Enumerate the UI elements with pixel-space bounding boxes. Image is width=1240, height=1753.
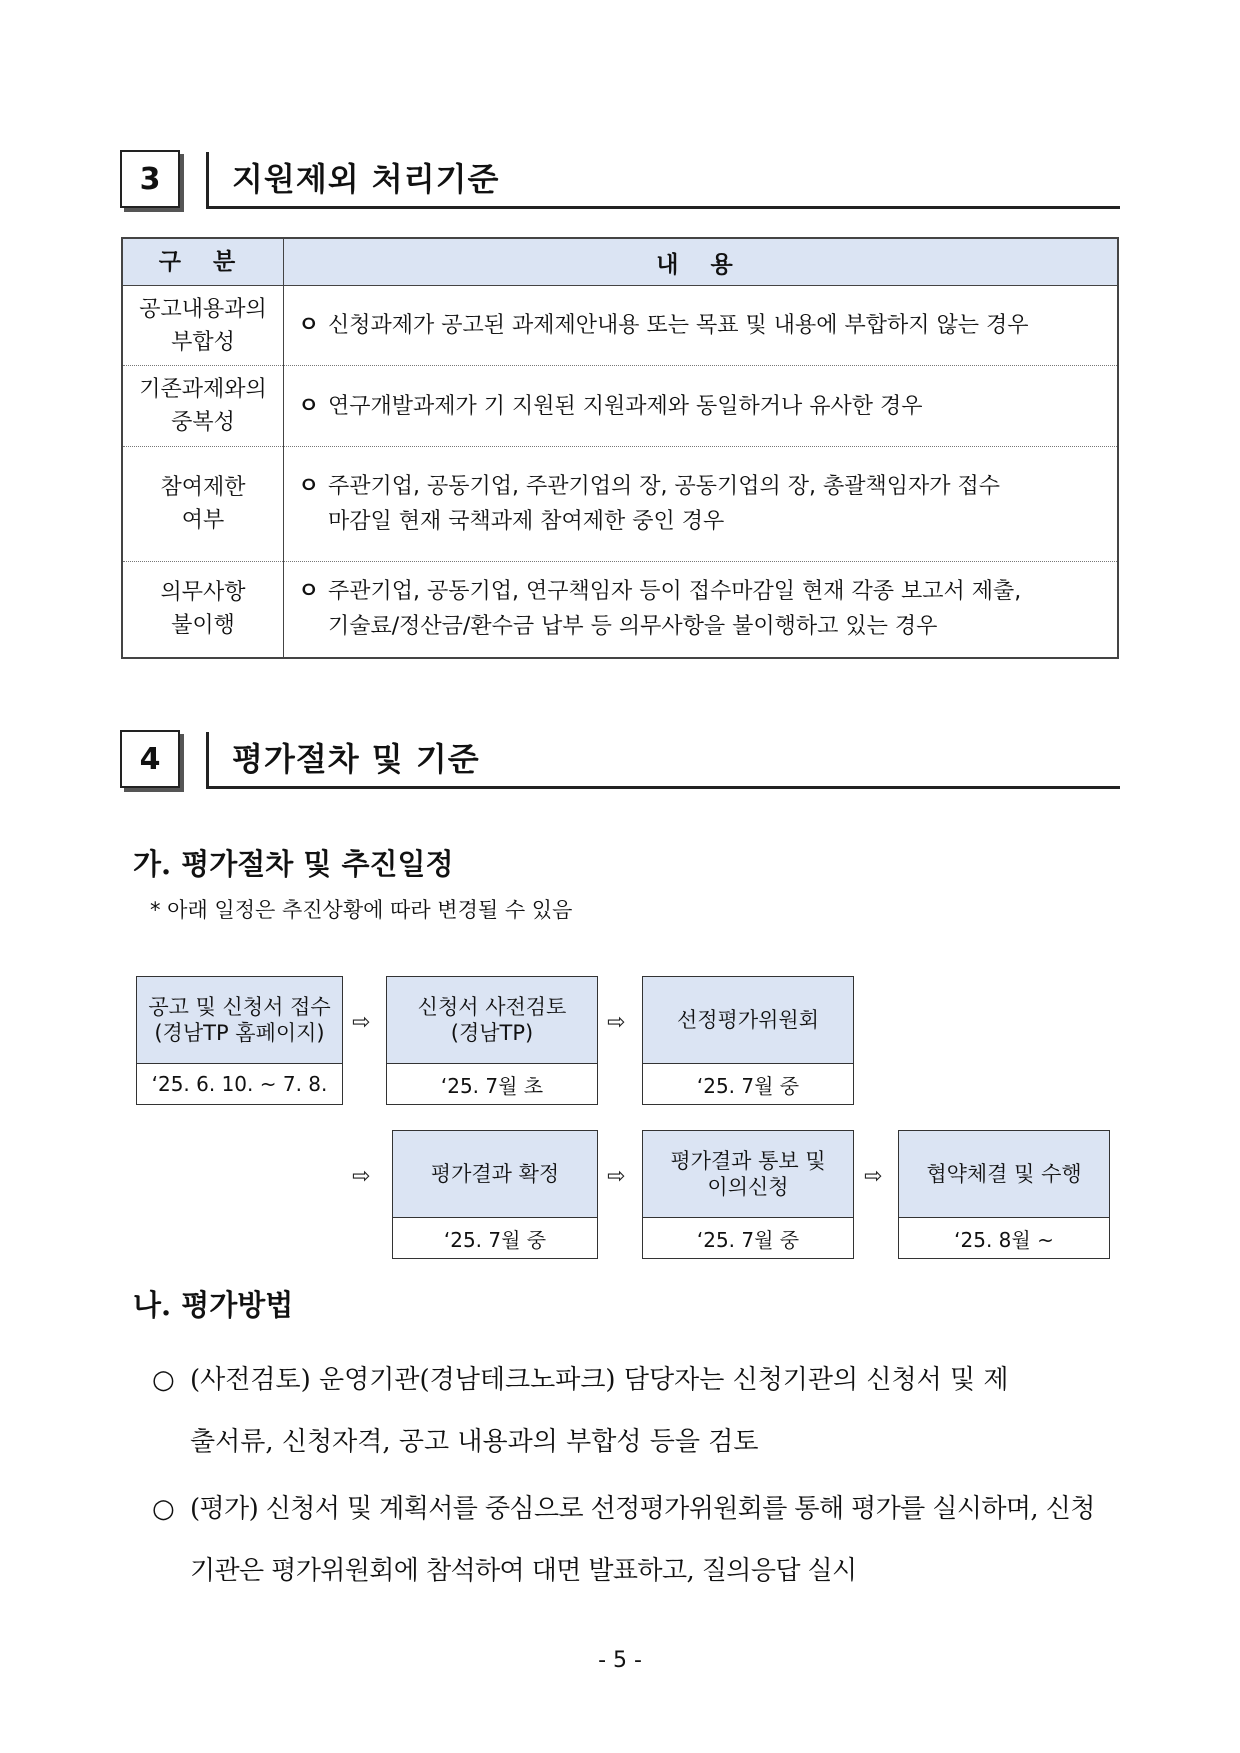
method-line: 기관은 평가위원회에 참석하여 대면 발표하고, 질의응답 실시: [190, 1556, 857, 1586]
section-divider: [206, 152, 209, 208]
method-item: [152, 1478, 1122, 1602]
flow-step-6: [898, 1130, 1110, 1259]
step-date: ‘25. 6. 10. ~ 7. 8.: [151, 1072, 328, 1096]
section-title: 지원제외 처리기준: [232, 160, 500, 198]
row-category: [122, 447, 284, 562]
header-content: 내 용: [284, 238, 1119, 286]
bullet-icon: ㅇ: [298, 579, 320, 605]
exclusion-criteria-table: [121, 237, 1119, 659]
category-line: 공고내용과의: [139, 296, 267, 322]
flow-arrow-icon: ⇨: [864, 1164, 883, 1189]
section-3-header: [120, 150, 1120, 210]
flow-step-5: [642, 1130, 854, 1259]
category-line: 부합성: [171, 329, 235, 355]
flow-arrow-icon: ⇨: [352, 1164, 371, 1189]
step-title: 평가결과 통보 및: [670, 1149, 826, 1173]
bullet-icon: ㅇ: [298, 474, 320, 499]
bullet-icon: ㅇ: [298, 313, 320, 338]
row-content: [284, 286, 1119, 366]
row-category: [122, 286, 284, 366]
content-text: [328, 469, 1103, 539]
method-line: 출서류, 신청자격, 공고 내용과의 부합성 등을 검토: [190, 1427, 759, 1457]
schedule-note: * 아래 일정은 추진상황에 따라 변경될 수 있음: [150, 898, 573, 922]
category-line: 불이행: [171, 613, 235, 639]
step-date: ‘25. 7월 초: [440, 1073, 544, 1098]
page-number: - 5 -: [598, 1648, 642, 1673]
section-number: 3: [120, 150, 180, 208]
row-content: [284, 447, 1119, 562]
bullet-icon: ○: [152, 1365, 175, 1395]
content-line: 주관기업, 공동기업, 연구책임자 등이 접수마감일 현재 각종 보고서 제출,: [328, 579, 1022, 605]
step-subtitle: 이의신청: [707, 1175, 789, 1199]
method-line: (사전검토) 운영기관(경남테크노파크) 담당자는 신청기관의 신청서 및 제: [190, 1365, 1009, 1395]
table-row: [122, 447, 1118, 562]
step-title: 평가결과 확정: [430, 1162, 560, 1186]
step-title: 공고 및 신청서 접수: [148, 995, 331, 1019]
step-title: 협약체결 및 수행: [926, 1162, 1082, 1186]
table-row: [122, 562, 1118, 658]
row-category: [122, 366, 284, 447]
flow-arrow-icon: ⇨: [607, 1164, 626, 1189]
header-category: 구 분: [122, 238, 284, 286]
flow-step-4: [392, 1130, 598, 1259]
flow-step-2: [386, 976, 598, 1105]
step-subtitle: (경남TP): [450, 1021, 534, 1045]
row-content: [284, 562, 1119, 658]
flow-arrow-icon: ⇨: [352, 1010, 371, 1035]
method-line: (평가) 신청서 및 계획서를 중심으로 선정평가위원회를 통해 평가를 실시하며, 신청: [190, 1494, 1095, 1524]
subsection-b-title: 나. 평가방법: [133, 1288, 294, 1322]
subsection-a-title: 가. 평가절차 및 추진일정: [133, 847, 454, 881]
section-number: 4: [120, 730, 180, 788]
flow-step-1: [136, 976, 343, 1105]
category-line: 여부: [181, 508, 225, 533]
table-header-row: [122, 238, 1118, 286]
step-title: 신청서 사전검토: [417, 995, 567, 1019]
section-underline: [206, 206, 1120, 209]
section-4-header: [120, 730, 1120, 790]
bullet-icon: ㅇ: [298, 393, 320, 419]
row-category: [122, 562, 284, 658]
table-row: [122, 286, 1118, 366]
flow-arrow-icon: ⇨: [607, 1010, 626, 1035]
bullet-icon: ○: [152, 1494, 175, 1524]
step-date: ‘25. 8월 ~: [954, 1227, 1054, 1252]
section-divider: [206, 732, 209, 788]
content-line: 주관기업, 공동기업, 주관기업의 장, 공동기업의 장, 총괄책임자가 접수: [328, 474, 1000, 499]
section-underline: [206, 786, 1120, 789]
category-line: 중복성: [171, 410, 235, 435]
step-date: ‘25. 7월 중: [443, 1227, 547, 1252]
flow-step-3: [642, 976, 854, 1105]
content-line: 마감일 현재 국책과제 참여제한 중인 경우: [328, 509, 725, 534]
step-date: ‘25. 7월 중: [696, 1073, 800, 1098]
content-text: 신청과제가 공고된 과제제안내용 또는 목표 및 내용에 부합하지 않는 경우: [328, 313, 1029, 338]
step-subtitle: (경남TP 홈페이지): [154, 1021, 325, 1045]
category-line: 의무사항: [160, 580, 246, 606]
content-text: [328, 574, 1103, 644]
content-text: 연구개발과제가 기 지원된 지원과제와 동일하거나 유사한 경우: [328, 393, 923, 419]
table-row: [122, 366, 1118, 447]
row-content: [284, 366, 1119, 447]
step-title: 선정평가위원회: [676, 1008, 819, 1032]
category-line: 기존과제와의: [139, 377, 267, 402]
method-item: [152, 1349, 1122, 1473]
step-date: ‘25. 7월 중: [696, 1227, 800, 1252]
content-line: 기술료/정산금/환수금 납부 등 의무사항을 불이행하고 있는 경우: [328, 614, 938, 640]
section-title: 평가절차 및 기준: [232, 740, 480, 778]
category-line: 참여제한: [160, 475, 246, 500]
